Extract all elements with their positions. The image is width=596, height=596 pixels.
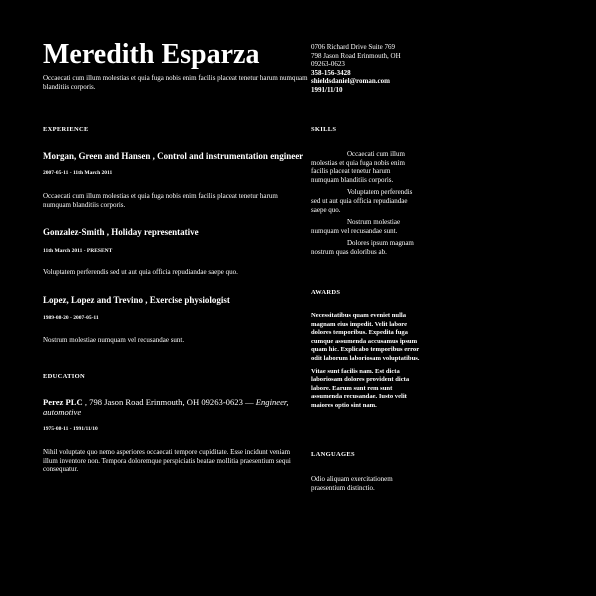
education-description: Nihil voluptate quo nemo asperiores occaecati tempore cupiditate. Esse incidunt veniam illum inventore non. Tempora doloremque perspiciatis beatae mollitia praesentium sequi consequatur. xyxy=(43,448,291,474)
experience-dates: 2007-05-11 - 11th March 2011 xyxy=(43,170,113,176)
contact-address-line3: 09263-0623 xyxy=(311,60,345,69)
education-dates: 1975-08-11 - 1991/11/10 xyxy=(43,426,98,432)
resume-name: Meredith Esparza xyxy=(43,39,260,70)
experience-description: Occaecati cum illum molestias et quia fuga nobis enim facilis placeat tenetur harum numquam blanditiis corporis. xyxy=(43,192,278,209)
experience-dates: 1989-08-20 - 2007-05-11 xyxy=(43,315,99,321)
resume-summary: Occaecati cum illum molestias et quia fuga nobis enim facilis placeat tenetur harum numquam blanditiis corporis. xyxy=(43,74,308,91)
contact-block xyxy=(311,43,551,95)
experience-title: Morgan, Green and Hansen , Control and instrumentation engineer xyxy=(43,151,304,161)
award-item: Vitae sunt facilis nam. Est dicta laboriosam dolores provident dicta labore. Earum sunt rem sunt assumenda recusandae. Iusto velit maiores optio sint nam. xyxy=(311,367,410,409)
award-item: Necessitatibus quam eveniet nulla magnam eius impedit. Velit labore dolores temporibus. Expedita fuga cumque assumenda accusamus ipsum quam hic. Explicabo temporibus error odit laborum laboriosam voluptatibus. xyxy=(311,312,420,362)
languages-list xyxy=(311,475,415,492)
contact-address-line1: 0706 Richard Drive Suite 769 xyxy=(311,43,395,51)
skill-item: Occaecati cum illum molestias et quia fuga nobis enim facilis placeat tenetur harum numquam blanditiis corporis. xyxy=(311,150,405,184)
contact-birthdate: 1991/11/10 xyxy=(311,85,343,94)
contact-phone: 358-156-3428 xyxy=(311,68,351,77)
education-heading: EDUCATION xyxy=(43,373,85,380)
language-item: Odio aliquam exercitationem praesentium distinctio. xyxy=(311,475,393,492)
skill-item: Dolores ipsum magnam nostrum quas doloribus ab. xyxy=(311,239,414,256)
contact-email: shieldsdaniel@roman.com xyxy=(311,77,390,86)
skill-item: Voluptatem perferendis sed ut aut quia officia repudiandae saepe quo. xyxy=(311,188,413,214)
experience-title: Gonzalez-Smith , Holiday representative xyxy=(43,227,199,237)
education-title xyxy=(43,397,293,417)
experience-heading: EXPERIENCE xyxy=(43,126,89,133)
experience-dates: 11th March 2011 - PRESENT xyxy=(43,248,113,254)
awards-list xyxy=(311,312,421,415)
experience-title: Lopez, Lopez and Trevino , Exercise physiologist xyxy=(43,295,230,305)
education-location: , 798 Jason Road Erinmouth, OH 09263-0623 — xyxy=(84,397,254,407)
experience-description: Voluptatem perferendis sed ut aut quia officia repudiandae saepe quo. xyxy=(43,268,238,276)
skill-item: Nostrum molestiae numquam vel recusandae sunt. xyxy=(311,218,401,235)
languages-heading: LANGUAGES xyxy=(311,451,355,458)
awards-heading: AWARDS xyxy=(311,289,341,296)
skills-list xyxy=(311,150,415,261)
education-institution: Perez PLC xyxy=(43,397,83,407)
skills-heading: SKILLS xyxy=(311,126,337,133)
contact-address-line2: 798 Jason Road Erinmouth, OH xyxy=(311,51,401,60)
education-field: Engineer, automotive xyxy=(43,397,289,417)
experience-description: Nostrum molestiae numquam vel recusandae sunt. xyxy=(43,336,185,344)
